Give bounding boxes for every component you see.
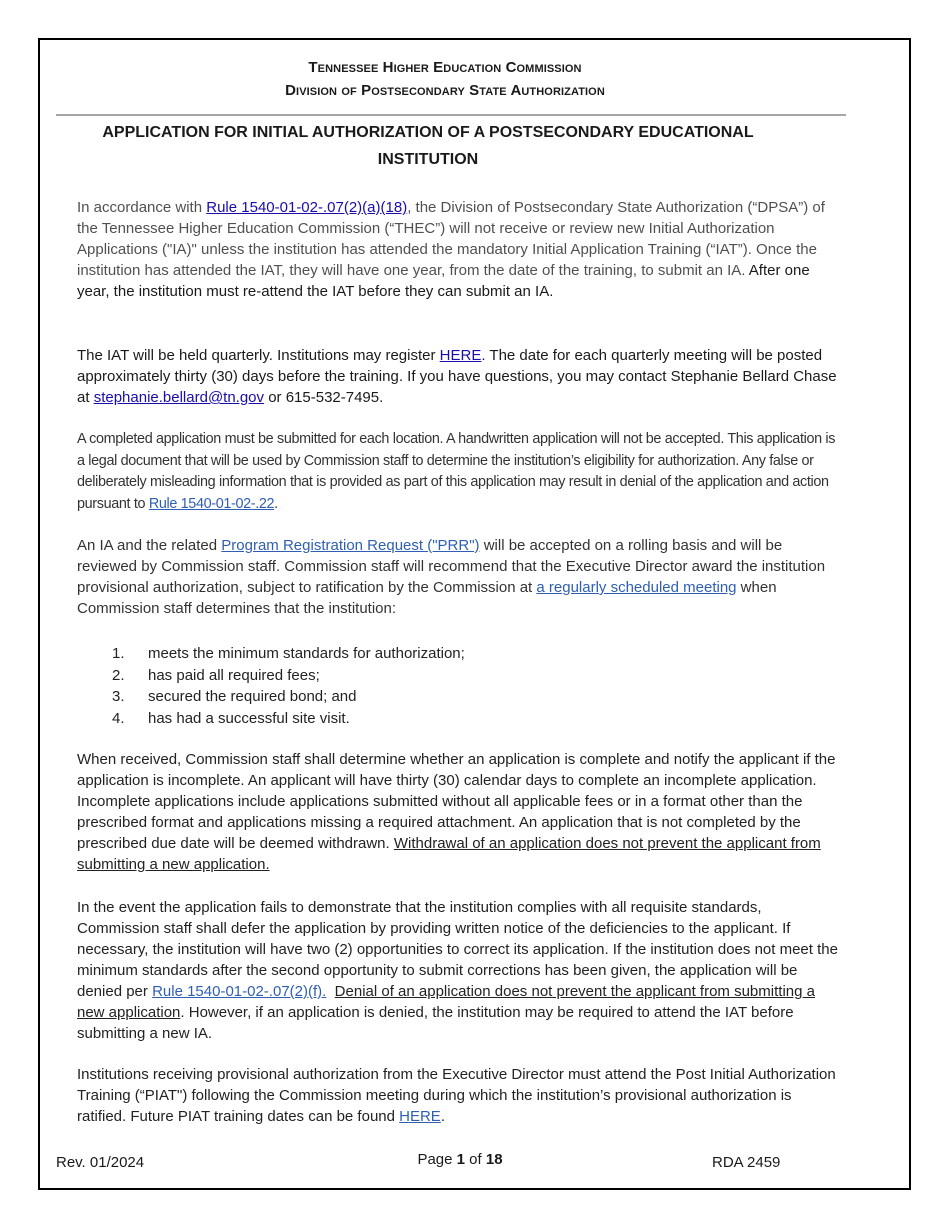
list-text: meets the minimum standards for authorization; [148, 645, 465, 662]
paragraph-application-legal-notice [77, 429, 843, 515]
revision-date: Rev. 01/2024 [56, 1154, 145, 1171]
text: When received, Commission staff shall determine whether an application is complete and notify the applicant if the application is incomplete. An applicant will have thirty (30) calendar days to complete an incomplete application. Incomplete applications include applications submitted without all applicable fees or in a format other than the prescribed format and applications missing a required attachment. An application that is not completed by the prescribed due date will be deemed withdrawn. [77, 751, 836, 852]
list-item [112, 686, 465, 708]
list-number: 1. [112, 645, 125, 662]
text: In accordance with [77, 199, 207, 216]
text: A completed application must be submitted for each location. A handwritten application will not be accepted. This application is a legal document that will be used by Commission staff to determine the institution’s eligibility for authorization. Any false or deliberately misleading information that is provided as part of this application may result in denial of the application and action pursuant to [77, 431, 836, 512]
document-title: APPLICATION FOR INITIAL AUTHORIZATION OF A POSTSECONDARY EDUCATIONAL INSTITUTION [102, 124, 754, 168]
text: An IA and the related [77, 537, 222, 554]
text: After one year, the institution must re-attend the IAT before they can submit an IA. [77, 262, 810, 300]
paragraph-training-requirement [77, 197, 843, 302]
text: . The date for each quarterly meeting will be posted approximately thirty (30) days before the training. If you have questions, you may contact Stephanie Bellard Chase at [77, 347, 837, 406]
text: . [440, 1108, 445, 1125]
text: In the event the application fails to demonstrate that the institution complies with all requisite standards, Commission staff shall defer the application by providing written notice of the deficiencies to the applicant. If necessary, the institution will have two (2) opportunities to correct its application. If the institution does not meet the minimum standards after the second opportunity to submit corrections has been given, the application will be denied per [77, 899, 838, 1000]
text: Page [417, 1151, 457, 1168]
list-text: has paid all required fees; [148, 666, 320, 684]
prr-link[interactable]: Program Registration Request ("PRR") [221, 537, 480, 554]
list-number: 2. [112, 666, 125, 684]
email-link[interactable]: stephanie.bellard@tn.gov [93, 389, 265, 406]
text [326, 983, 334, 1000]
form-number: RDA 2459 [712, 1154, 781, 1171]
list-text: has had a successful site visit. [148, 709, 350, 727]
list-number: 4. [112, 709, 125, 727]
header-commission-name: Tennessee Higher Education Commission [308, 59, 582, 76]
header-division-name: Division of Postsecondary State Authorization [285, 82, 605, 99]
paragraph-incomplete-applications [77, 749, 843, 875]
current-page: 1 [456, 1151, 465, 1168]
scheduled-meeting-link[interactable]: a regularly scheduled meeting [536, 579, 737, 596]
text: or 615-532-7495. [264, 389, 384, 406]
list-text: secured the required bond; and [148, 688, 357, 705]
list-item [112, 665, 465, 687]
rule-22-link[interactable]: Rule 1540-01-02-.22 [148, 495, 275, 512]
list-number: 3. [112, 688, 125, 705]
iat-register-here-link[interactable]: HERE [439, 347, 482, 364]
paragraph-rolling-review [77, 535, 843, 619]
piat-dates-here-link[interactable]: HERE [399, 1108, 441, 1125]
total-pages: 18 [485, 1151, 503, 1168]
text: . However, if an application is denied, the institution may be required to attend the IAT before submitting a new IA. [77, 1004, 794, 1042]
text: The IAT will be held quarterly. Institutions may register [77, 347, 440, 364]
requirements-list [112, 643, 465, 729]
text: Institutions receiving provisional authorization from the Executive Director must attend the Post Initial Authorization Training (“PIAT") following the Commission meeting during which the institution’s provisional authorization is ratified. Future PIAT training dates can be found [77, 1066, 836, 1125]
rule-07-2-a-18-link[interactable]: Rule 1540-01-02-.07(2)(a)(18) [206, 199, 408, 216]
paragraph-iat-registration [77, 345, 843, 408]
text: , the Division of Postsecondary State Authorization (“DPSA”) of the Tennessee Higher Education Commission (“THEC”) will not receive or review new Initial Authorization Applications ("IA)" unless the institution has attended the mandatory Initial Application Training (“IAT”). Once the institution has attended the IAT, they will have one year, from the date of the training, to submit an IA. [77, 199, 825, 279]
withdrawal-notice: Withdrawal of an application does not prevent the applicant from submitting a new application. [77, 835, 821, 873]
list-item [112, 708, 465, 730]
header-divider [56, 114, 846, 116]
list-item [112, 643, 465, 665]
text: of [465, 1151, 486, 1168]
page-number [0, 1151, 920, 1168]
text: will be accepted on a rolling basis and will be reviewed by Commission staff. Commission staff will recommend that the Executive Director award the institution provisional authorization, subject to ratification by the Commission at [77, 537, 826, 596]
denial-notice: Denial of an application does not prevent the applicant from submitting a new application [77, 983, 815, 1021]
paragraph-deficiencies [77, 897, 843, 1044]
text: when Commission staff determines that the institution: [77, 579, 777, 617]
paragraph-piat [77, 1064, 843, 1127]
rule-07-2-f-link[interactable]: Rule 1540-01-02-.07(2)(f). [152, 983, 327, 1000]
text: . [274, 495, 278, 512]
